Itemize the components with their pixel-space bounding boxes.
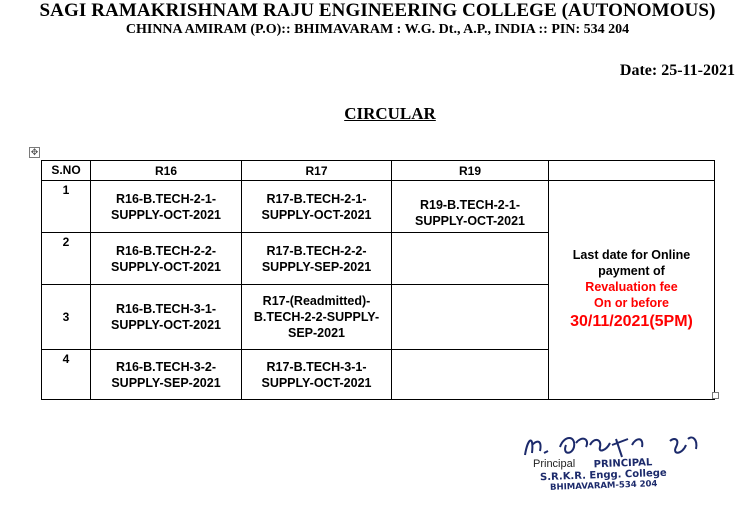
cell-r16 — [91, 350, 242, 400]
stamp-location: BHIMAVARAM-534 204 — [549, 479, 658, 493]
cell-r19 — [392, 350, 549, 400]
row-sno: 2 — [42, 233, 91, 285]
note-line2: payment of — [598, 264, 665, 278]
cell-r16 — [91, 181, 242, 233]
page-title: CIRCULAR — [344, 104, 436, 123]
revaluation-note — [549, 181, 715, 400]
college-address: CHINNA AMIRAM (P.O):: BHIMAVARAM : W.G. Dt., A.P., INDIA :: PIN: 534 204 — [125, 22, 630, 37]
cell-r16 — [91, 233, 242, 285]
cell-r17 — [242, 181, 392, 233]
cell-r17-text: R17-B.TECH-2-2-SUPPLY-SEP-2021 — [261, 243, 372, 274]
circular-date: Date: 25-11-2021 — [619, 62, 735, 79]
stamp-college: S.R.K.R. Engg. College — [539, 467, 667, 484]
cell-r16-text: R16-B.TECH-3-1-SUPPLY-OCT-2021 — [110, 302, 221, 332]
cell-r17 — [242, 285, 392, 350]
cell-r16-text: R16-B.TECH-3-2-SUPPLY-SEP-2021 — [111, 359, 221, 390]
note-line4: On or before — [593, 296, 669, 310]
cell-r16 — [91, 285, 242, 350]
cell-r17 — [242, 350, 392, 400]
cell-r19 — [392, 285, 549, 350]
header-blank — [549, 161, 715, 181]
cell-r16-text: R16-B.TECH-2-2-SUPPLY-OCT-2021 — [110, 243, 221, 274]
table-row — [42, 181, 715, 233]
principal-stamp — [539, 457, 667, 493]
cell-r19 — [392, 233, 549, 285]
cell-r16-text: R16-B.TECH-2-1-SUPPLY-OCT-2021 — [110, 191, 221, 222]
row-sno: 3 — [42, 285, 91, 350]
table-resize-handle-icon[interactable] — [712, 392, 719, 399]
note-line1: Last date for Online — [572, 248, 691, 262]
header-r17: R17 — [242, 161, 392, 181]
note-line3: Revaluation fee — [585, 280, 678, 294]
header-sno: S.NO — [42, 161, 91, 181]
table-move-handle-icon[interactable]: ✥ — [30, 147, 39, 157]
header-r19: R19 — [392, 161, 549, 181]
cell-r17 — [242, 233, 392, 285]
principal-label: Principal — [533, 458, 576, 470]
cell-r17-text: R17-B.TECH-2-1-SUPPLY-OCT-2021 — [261, 191, 372, 222]
row-sno: 4 — [42, 350, 91, 400]
table-header-row — [42, 161, 715, 181]
circular-table — [41, 160, 715, 400]
cell-r17-text: R17-(Readmitted)-B.TECH-2-2-SUPPLY-SEP-2021 — [253, 294, 380, 340]
row-sno: 1 — [42, 181, 91, 233]
stamp-title: PRINCIPAL — [593, 457, 653, 471]
note-deadline: 30/11/2021(5PM) — [570, 313, 693, 330]
cell-r19 — [392, 181, 549, 233]
cell-r19-text: R19-B.TECH-2-1-SUPPLY-OCT-2021 — [414, 198, 525, 228]
cell-r17-text: R17-B.TECH-3-1-SUPPLY-OCT-2021 — [261, 359, 372, 390]
college-name: SAGI RAMAKRISHNAM RAJU ENGINEERING COLLEGE (AUTONOMOUS) — [39, 0, 716, 21]
header-r16: R16 — [91, 161, 242, 181]
